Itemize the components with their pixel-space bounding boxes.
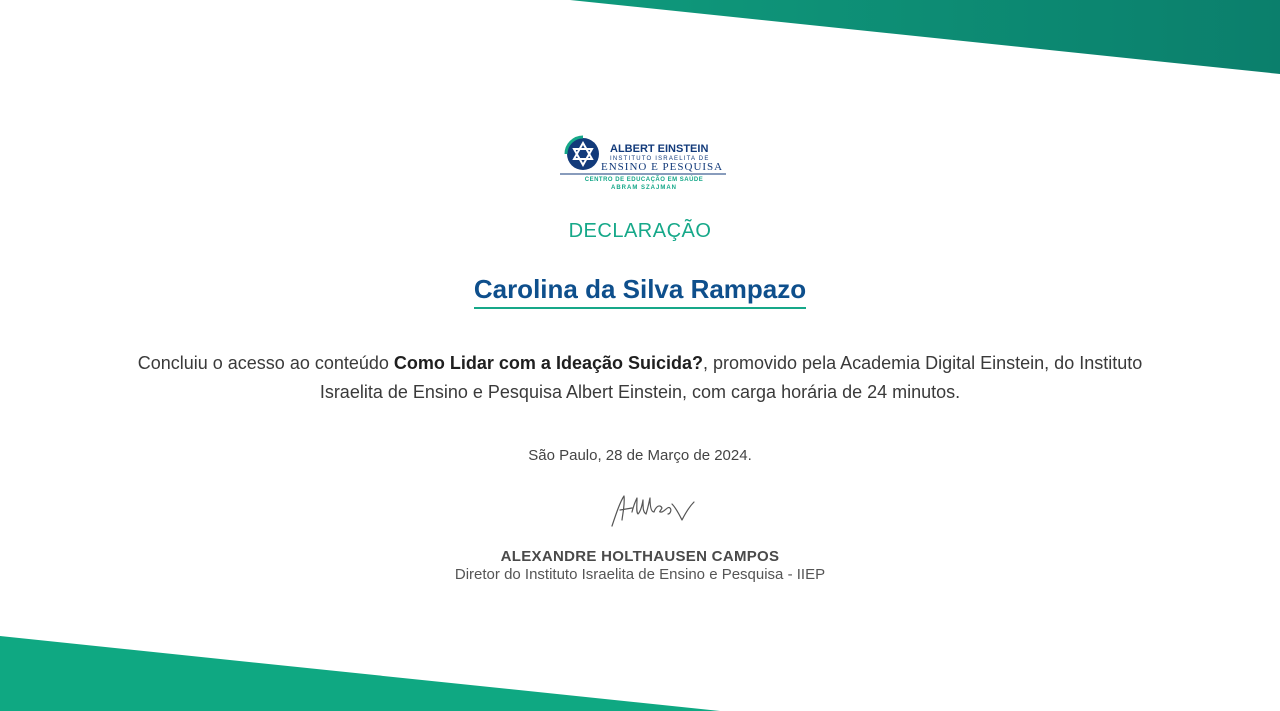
handwritten-signature xyxy=(606,490,696,530)
body-suffix: , promovido pela Academia Digital Einstein, do Instituto Israelita de Ensino e Pesquisa Albert Einstein, com carga horária de 24 minutos. xyxy=(319,353,1143,402)
course-name: Como Lidar com a Ideação Suicida? xyxy=(393,353,703,373)
issue-date: São Paulo, 28 de Março de 2024. xyxy=(528,447,752,464)
signer-name: ALEXANDRE HOLTHAUSEN CAMPOS xyxy=(500,548,780,565)
recipient-name: Carolina da Silva Rampazo xyxy=(474,274,806,309)
top-right-stripe xyxy=(570,0,1280,74)
svg-text:INSTITUTO ISRAELITA DE: INSTITUTO ISRAELITA DE xyxy=(610,156,710,162)
bottom-left-stripe xyxy=(0,636,720,711)
body-prefix: Concluiu o acesso ao conteúdo xyxy=(137,353,394,373)
svg-text:ENSINO E PESQUISA: ENSINO E PESQUISA xyxy=(601,161,724,173)
signer-role: Diretor do Instituto Israelita de Ensino e Pesquisa - IIEP xyxy=(454,566,826,583)
svg-text:ALBERT EINSTEIN: ALBERT EINSTEIN xyxy=(610,143,709,155)
recipient-wrapper xyxy=(0,274,1280,309)
svg-text:ABRAM SZAJMAN: ABRAM SZAJMAN xyxy=(611,185,677,191)
svg-text:CENTRO DE EDUCAÇÃO EM SAÚDE: CENTRO DE EDUCAÇÃO EM SAÚDE xyxy=(584,177,704,183)
certificate-title: DECLARAÇÃO xyxy=(568,220,712,242)
albert-einstein-logo xyxy=(558,134,730,194)
certificate-body xyxy=(120,349,1160,407)
